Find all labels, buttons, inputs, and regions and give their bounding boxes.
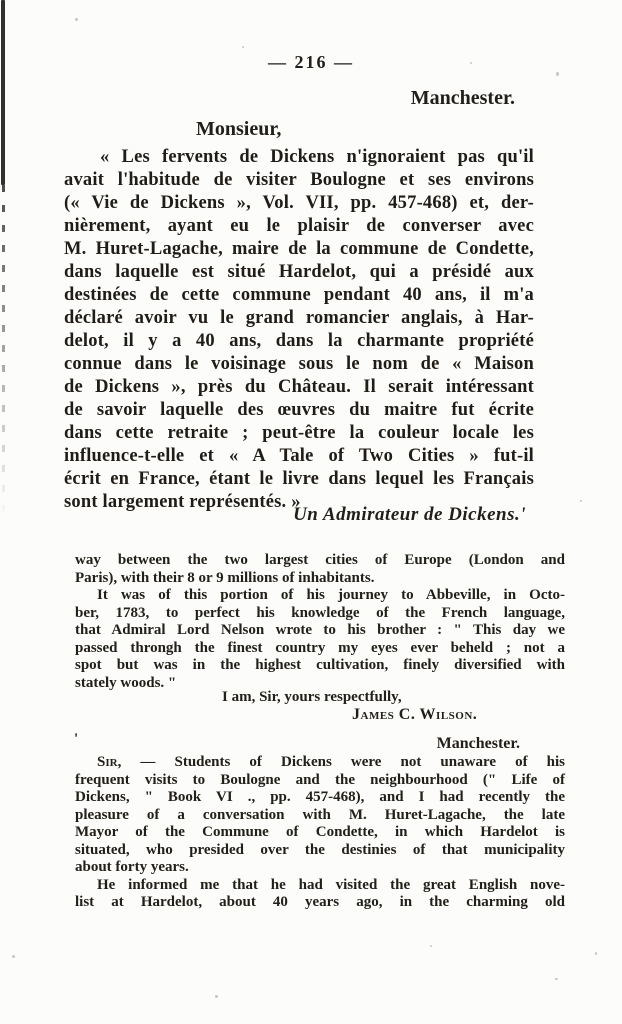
scan-speck [12, 955, 15, 958]
fragment-line: spot but was in the highest cultivation, finely diversified with [75, 657, 565, 673]
scan-speck [580, 500, 582, 502]
french-letter-line: de savoir laquelle des œuvres du maitre fut écrite [64, 400, 534, 420]
french-letter-line: déclaré avoir vu le grand romancier anglais, à Har- [64, 308, 534, 328]
french-letter-body [64, 146, 534, 514]
english-letter-line: Dickens, " Book VI ., pp. 457-468), and I had recently the [75, 789, 565, 805]
fragment-line: passed throngh the finest country my eyes ever beheld ; not a [75, 639, 565, 656]
french-letter-line: M. Huret-Lagache, maire de la commune de Condette, [64, 239, 534, 259]
english-letter-line: frequent visits to Boulogne and the neighbourhood (" Life of [75, 771, 565, 788]
french-letter-line: de Dickens », près du Château. Il serait intéressant [64, 377, 534, 397]
french-letter-line: destinées de cette commune pendant 40 ans, il m'a [64, 285, 534, 305]
fragment-line: stately woods. " [75, 674, 177, 691]
french-letter-line: connue dans le voisinage sous le nom de « Maison [64, 354, 534, 374]
english-letter-body [75, 754, 565, 912]
fragment-signature: James C. Wilson. [352, 706, 478, 723]
letter2-first-line-rest: — Students of Dickens were not unaware of his [121, 754, 565, 770]
french-letter-line: delot, il y a 40 ans, dans la charmante propriété [64, 331, 534, 351]
fragment-closing: I am, Sir, yours respectfully, [222, 689, 402, 705]
french-letter-line: dans laquelle est situé Hardelot, qui a présidé aux [64, 262, 534, 282]
letter2-salutation: Sir, [97, 754, 122, 770]
page-edge-artifact [1, 0, 5, 185]
french-letter-line: écrit en France, étant le livre dans lequel les Français [64, 469, 534, 489]
fragment-line: that Admiral Lord Nelson wrote to his brother : " This day we [75, 622, 565, 638]
english-letter-line: about forty years. [75, 859, 189, 875]
page-number: — 216 — [268, 52, 354, 72]
scan-speck [75, 18, 78, 21]
scan-speck [215, 995, 218, 998]
french-letter-line: sont largement représentés. » [64, 492, 301, 512]
french-letter-line: dans cette retraite ; peut-être la couleur locale les [64, 423, 534, 443]
english-letter-line: Mayor of the Commune of Condette, in which Hardelot is [75, 824, 565, 840]
page-edge-artifact-dashes [2, 185, 5, 520]
scan-speck [242, 46, 244, 48]
fragment-line: It was of this portion of his journey to Abbeville, in Octo- [97, 587, 565, 603]
letter1-salutation: Monsieur, [196, 118, 282, 140]
fragment-line: ber, 1783, to perfect his knowledge of the French language, [75, 604, 565, 621]
english-letter-line: pleasure of a conversation with M. Huret-Lagache, the late [75, 806, 565, 823]
english-letter-line: He informed me that he had visited the great English nove- [97, 876, 565, 893]
scan-speck [555, 978, 558, 980]
scan-speck [595, 952, 597, 955]
french-letter-line: (« Vie de Dickens », Vol. VII, pp. 457-468) et, der- [64, 193, 534, 213]
letter1-location: Manchester. [410, 87, 515, 109]
english-letter-line [75, 754, 565, 772]
english-letter-line: situated, who presided over the destinies of that municipality [75, 841, 565, 858]
letter1-signature: Un Admirateur de Dickens.' [293, 504, 526, 525]
french-letter-line: influence-t-elle et « A Tale of Two Cities » fut-il [64, 446, 534, 466]
english-letter-line: list at Hardelot, about 40 years ago, in the charming old [75, 894, 565, 910]
scan-speck [430, 945, 432, 947]
french-letter-line: avait l'habitude de visiter Boulogne et ses environs [64, 170, 534, 190]
english-fragment [75, 552, 565, 692]
fragment-line: Paris), with their 8 or 9 millions of inhabitants. [75, 569, 375, 586]
french-letter-line: « Les fervents de Dickens n'ignoraient pas qu'il [100, 147, 534, 167]
fragment-line: way between the two largest cities of Europe (London and [75, 552, 565, 568]
letter2-location: Manchester. [436, 735, 520, 752]
french-letter-line: nièrement, ayant eu le plaisir de converser avec [64, 216, 534, 236]
footnote-mark: ' [74, 731, 79, 747]
